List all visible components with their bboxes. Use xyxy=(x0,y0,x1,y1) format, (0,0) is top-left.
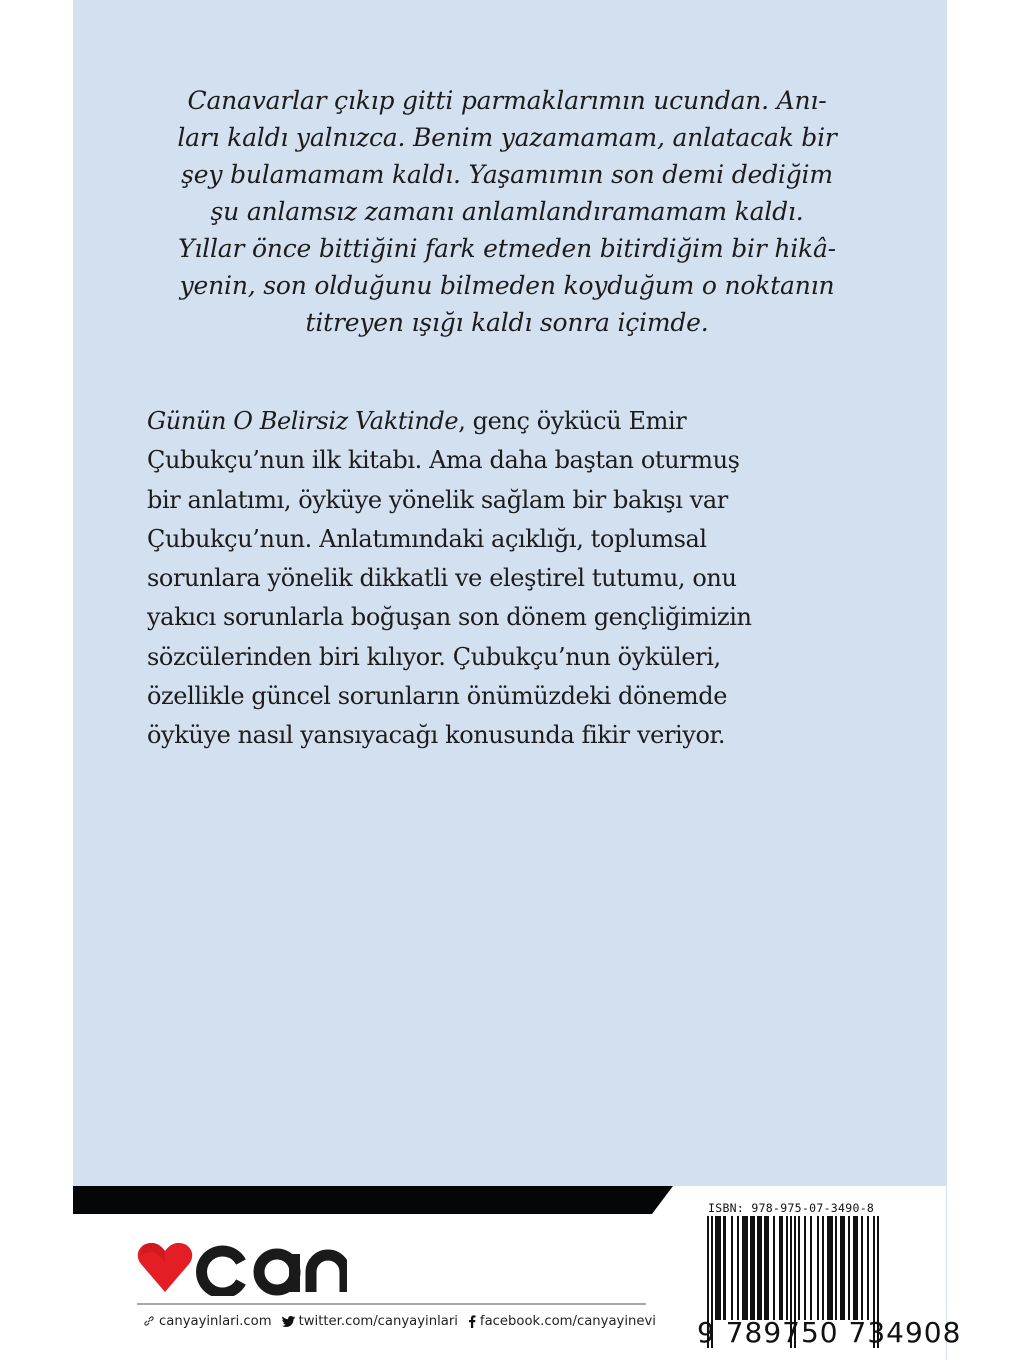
excerpt-line: ları kaldı yalnızca. Benim yazamamam, anlatacak bir xyxy=(177,123,837,152)
book-description xyxy=(147,402,867,756)
isbn-label: ISBN: 978-975-07-3490-8 xyxy=(708,1201,875,1215)
link-icon xyxy=(143,1315,155,1327)
footer-divider xyxy=(137,1303,646,1305)
black-band xyxy=(73,1186,673,1214)
heart-icon xyxy=(137,1240,347,1296)
description-text: , genç öykücü Emir xyxy=(458,407,687,435)
description-line: Çubukçu’nun. Anlatımındaki açıklığı, toplumsal xyxy=(147,524,707,553)
description-line: bir anlatımı, öyküye yönelik sağlam bir bakışı var xyxy=(147,485,728,514)
description-line: sorunlara yönelik dikkatli ve eleştirel tutumu, onu xyxy=(147,564,737,593)
description-line xyxy=(147,402,867,441)
publisher-logo xyxy=(137,1240,347,1296)
excerpt-line: şu anlamsız zamanı anlamlandıramamam kaldı. xyxy=(210,197,804,226)
excerpt-line: titreyen ışığı kaldı sonra içimde. xyxy=(305,308,709,337)
description-line: öyküye nasıl yansıyacağı konusunda fikir veriyor. xyxy=(147,721,726,750)
excerpt-line: Yıllar önce bittiğini fark etmeden bitirdiğim bir hikâ- xyxy=(178,234,836,263)
barcode-number: 9 789750 734908 xyxy=(697,1316,962,1349)
facebook-link-text: facebook.com/canyayinevi xyxy=(479,1313,656,1329)
description-line: özellikle güncel sorunların önümüzdeki dönemde xyxy=(147,682,728,711)
publisher-links xyxy=(143,1311,656,1331)
website-link[interactable] xyxy=(143,1314,272,1329)
description-line: sözcülerinden biri kılıyor. Çubukçu’nun öyküleri, xyxy=(147,642,721,671)
facebook-link[interactable] xyxy=(468,1314,656,1329)
twitter-icon xyxy=(282,1316,295,1327)
description-line: Çubukçu’nun ilk kitabı. Ama daha baştan oturmuş xyxy=(147,446,740,475)
excerpt-line: Canavarlar çıkıp gitti parmaklarımın ucundan. Anı- xyxy=(187,86,827,115)
book-back-cover xyxy=(73,0,962,1360)
excerpt-line: yenin, son olduğunu bilmeden koyduğum o noktanın xyxy=(179,271,835,300)
book-title: Günün O Belirsiz Vaktinde xyxy=(147,407,459,435)
excerpt-line: şey bulamamam kaldı. Yaşamımın son demi dediğim xyxy=(181,160,833,189)
twitter-link-text: twitter.com/canyayinlari xyxy=(298,1313,458,1329)
facebook-icon xyxy=(468,1315,476,1328)
website-link-text: canyayinlari.com xyxy=(159,1313,272,1329)
italic-excerpt xyxy=(147,82,867,341)
description-line: yakıcı sorunlarla boğuşan son dönem gençliğimizin xyxy=(147,603,752,632)
twitter-link[interactable] xyxy=(282,1314,458,1329)
